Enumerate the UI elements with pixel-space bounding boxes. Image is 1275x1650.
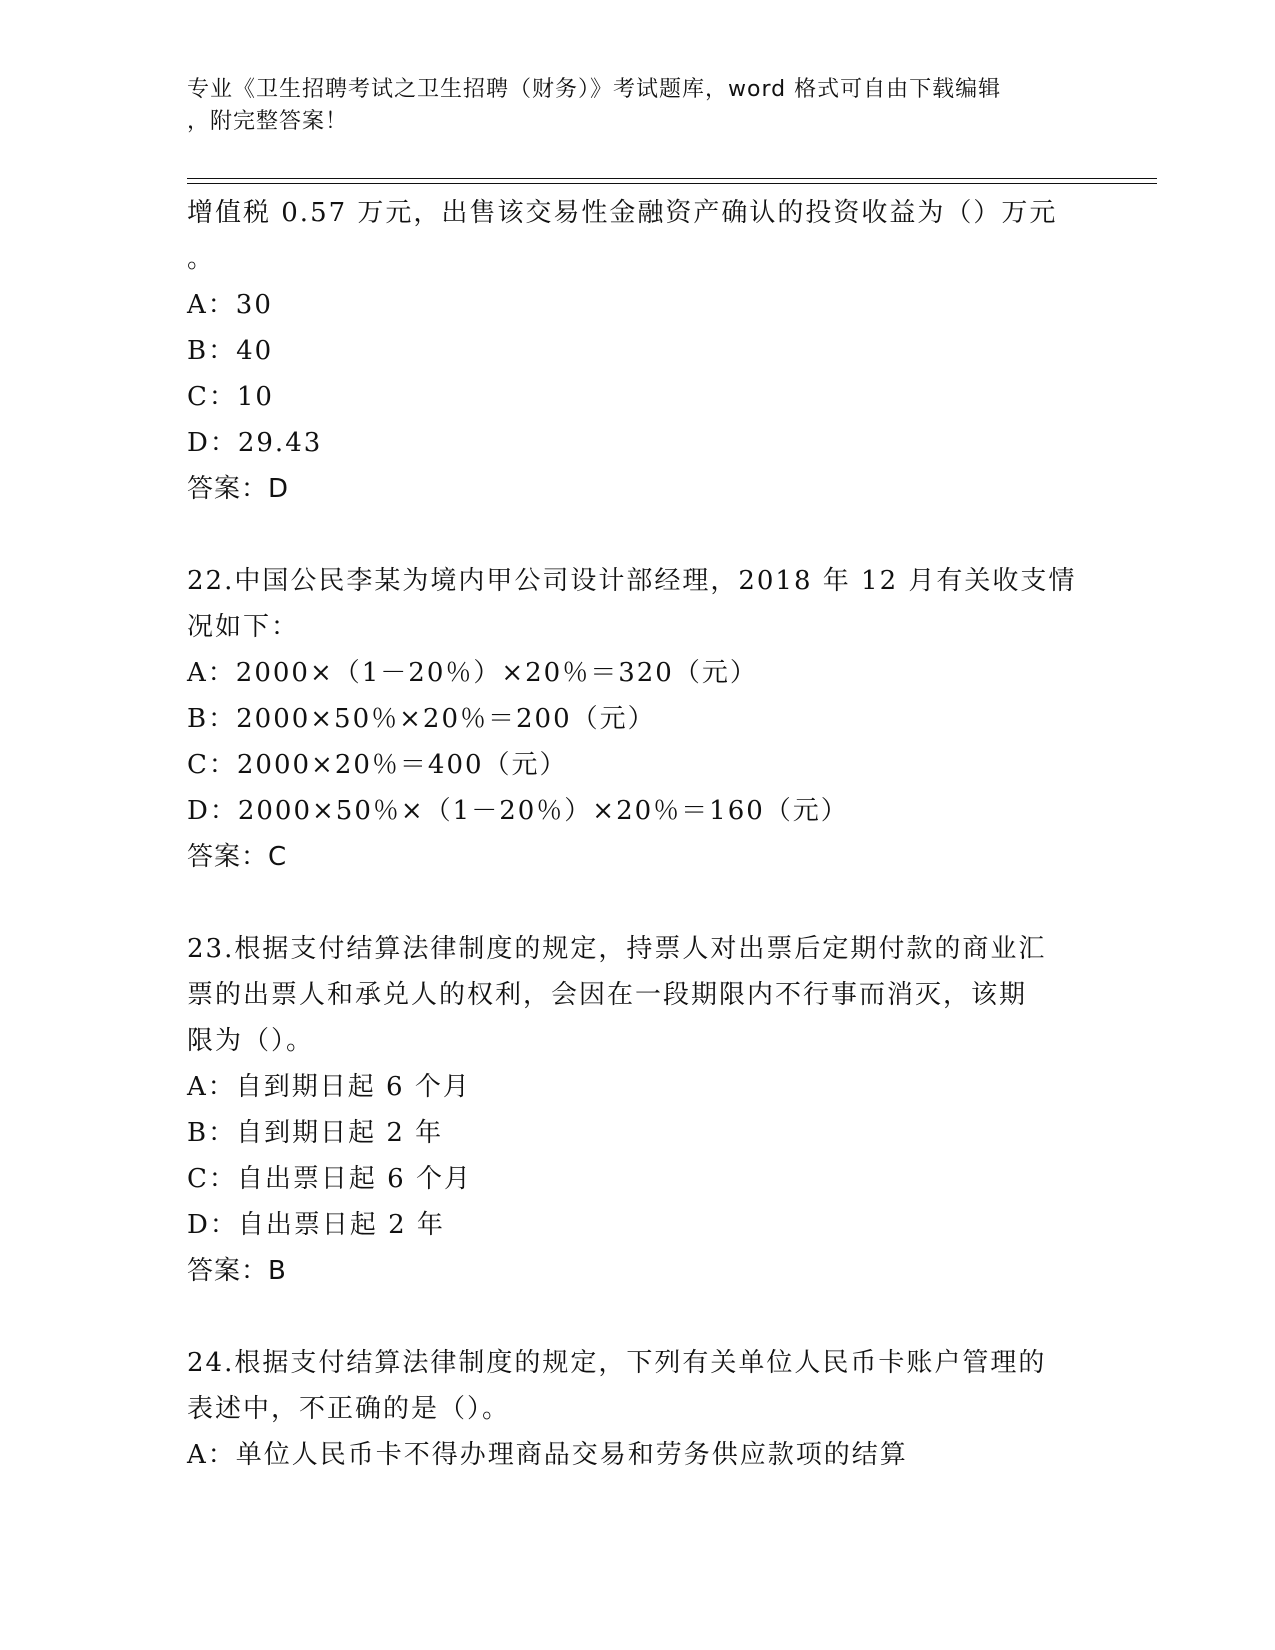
- question-22: [187, 558, 1087, 880]
- question-22-stem-line-2: 况如下：: [187, 612, 300, 642]
- question-23-stem-line-1: 23.根据支付结算法律制度的规定，持票人对出票后定期付款的商业汇: [187, 934, 1047, 964]
- question-23-stem-line-3: 限为（）。: [187, 1026, 315, 1056]
- question-22-stem-line-1: 22.中国公民李某为境内甲公司设计部经理，2018 年 12 月有关收支情: [187, 566, 1077, 596]
- header-rule-bottom: [187, 183, 1157, 184]
- question-22-option-c: C：2000×20％＝400（元）: [187, 750, 568, 780]
- question-24: [187, 1340, 1087, 1478]
- header-line-1: 专业《卫生招聘考试之卫生招聘（财务）》考试题库，word 格式可自由下载编辑: [187, 77, 1002, 102]
- question-22-option-b: B：2000×50％×20％＝200（元）: [187, 704, 656, 734]
- question-24-option-a: A：单位人民币卡不得办理商品交易和劳务供应款项的结算: [187, 1440, 908, 1470]
- spacer: [187, 1294, 1087, 1340]
- question-21-option-a: A：30: [187, 290, 273, 320]
- header-line-2: ，附完整答案！: [187, 109, 349, 134]
- question-21-option-b: B：40: [187, 336, 274, 366]
- question-23-option-d: D：自出票日起 2 年: [187, 1210, 445, 1240]
- question-22-option-a: A：2000×（1－20％）×20％＝320（元）: [187, 658, 758, 688]
- document-header: [187, 74, 1067, 138]
- question-24-stem-line-2: 表述中，不正确的是（）。: [187, 1394, 511, 1424]
- question-23-option-a: A：自到期日起 6 个月: [187, 1072, 471, 1102]
- question-21-option-c: C：10: [187, 382, 274, 412]
- question-22-option-d: D：2000×50％×（1－20％）×20％＝160（元）: [187, 796, 849, 826]
- question-23: [187, 926, 1087, 1294]
- question-21-stem-end: 。: [187, 244, 216, 274]
- question-23-option-b: B：自到期日起 2 年: [187, 1118, 444, 1148]
- spacer: [187, 880, 1087, 926]
- document-body: [187, 190, 1087, 1478]
- question-23-option-c: C：自出票日起 6 个月: [187, 1164, 472, 1194]
- question-23-answer: 答案：B: [187, 1256, 287, 1286]
- question-21-option-d: D：29.43: [187, 428, 323, 458]
- spacer: [187, 512, 1087, 558]
- question-21: [187, 190, 1087, 512]
- question-22-answer: 答案：C: [187, 842, 288, 872]
- header-rule-top: [187, 178, 1157, 179]
- question-24-stem-line-1: 24.根据支付结算法律制度的规定，下列有关单位人民币卡账户管理的: [187, 1348, 1047, 1378]
- question-23-stem-line-2: 票的出票人和承兑人的权利，会因在一段期限内不行事而消灭，该期: [187, 980, 1028, 1010]
- question-21-answer: 答案：D: [187, 474, 290, 504]
- question-21-stem-tail: 增值税 0.57 万元，出售该交易性金融资产确认的投资收益为（）万元: [187, 198, 1058, 228]
